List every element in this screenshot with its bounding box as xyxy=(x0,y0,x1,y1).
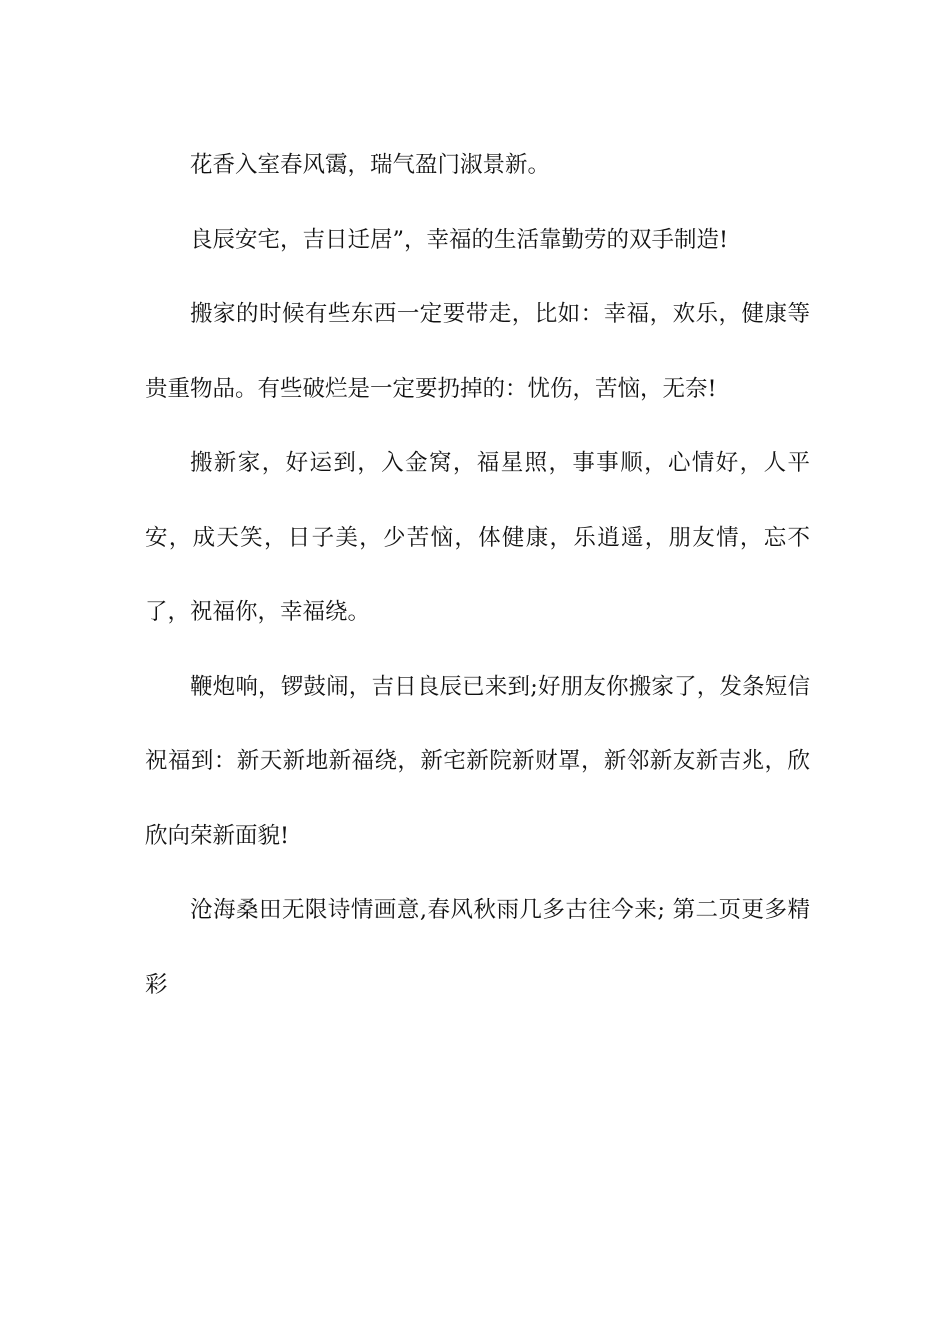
document-body xyxy=(145,128,810,1022)
paragraph-3: 搬家的时候有些东西一定要带走，比如：幸福，欢乐，健康等贵重物品。有些破烂是一定要扔掉的：忧伤，苦恼，无奈! xyxy=(145,301,810,402)
paragraph-1: 花香入室春风霭，瑞气盈门淑景新。 xyxy=(190,152,551,178)
paragraph-2: 良辰安宅，吉日迁居”，幸福的生活靠勤劳的双手制造! xyxy=(190,226,729,253)
paragraph-6: 沧海桑田无限诗情画意,春风秋雨几多古往今来; 第二页更多精彩 xyxy=(145,897,810,998)
paragraph-5: 鞭炮响，锣鼓闹，吉日良辰已来到;好朋友你搬家了，发条短信祝福到：新天新地新福绕，新宅新院新财罩，新邻新友新吉兆，欣欣向荣新面貌! xyxy=(145,673,810,849)
paragraph-4: 搬新家，好运到，入金窝，福星照，事事顺，心情好，人平安，成天笑，日子美，少苦恼，体健康，乐逍遥，朋友情，忘不了，祝福你，幸福绕。 xyxy=(145,450,810,625)
